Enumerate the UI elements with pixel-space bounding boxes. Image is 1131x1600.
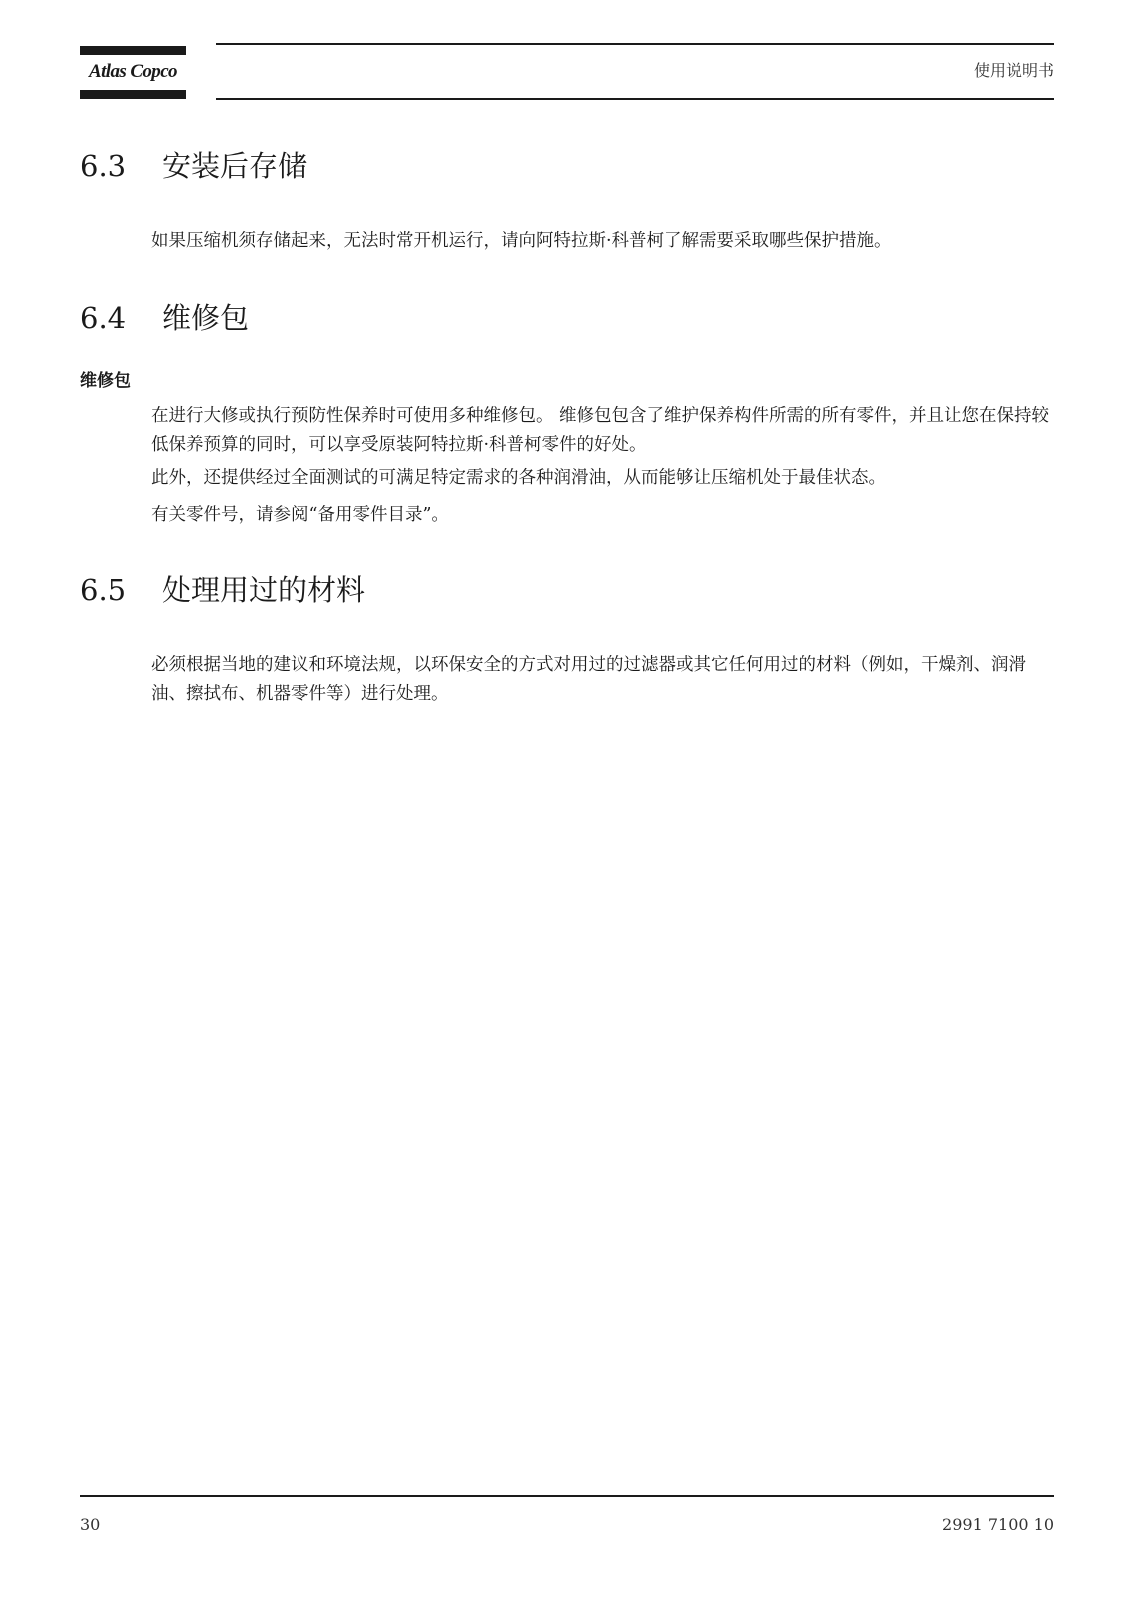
logo-top-bar <box>80 46 186 55</box>
section-heading-6-4 <box>80 300 249 336</box>
section-heading-6-3 <box>80 148 307 184</box>
document-type-label: 使用说明书 <box>973 61 1054 80</box>
logo-wordmark: Atlas Copco <box>89 61 177 82</box>
footer-rule <box>80 1495 1054 1497</box>
section-title: 处理用过的材料 <box>162 573 366 607</box>
section-heading-6-5 <box>80 572 365 608</box>
document-number: 2991 7100 10 <box>942 1515 1054 1534</box>
atlas-copco-logo <box>80 46 186 99</box>
section-6-4-paragraph-3: 有关零件号，请参阅“备用零件目录”。 <box>151 505 449 525</box>
section-number: 6.5 <box>80 573 127 607</box>
section-6-4-paragraph-1: 在进行大修或执行预防性保养时可使用多种维修包。 维修包包含了维护保养构件所需的所有零件，并且让您在保持较低保养预算的同时，可以享受原装阿特拉斯·科普柯零件的好处。 <box>151 406 1050 455</box>
header-rule-bottom <box>216 98 1054 100</box>
page-number: 30 <box>80 1515 101 1534</box>
header-rule-top <box>216 43 1054 45</box>
section-title: 安装后存储 <box>162 149 308 183</box>
section-6-5-paragraph-1: 必须根据当地的建议和环境法规，以环保安全的方式对用过的过滤器或其它任何用过的材料（例如，干燥剂、润滑油、擦拭布、机器零件等）进行处理。 <box>151 655 1026 704</box>
section-number: 6.3 <box>80 149 127 183</box>
section-6-4-paragraph-2: 此外，还提供经过全面测试的可满足特定需求的各种润滑油，从而能够让压缩机处于最佳状态。 <box>151 468 886 488</box>
section-number: 6.4 <box>80 301 127 335</box>
sub-heading-service-kits: 维修包 <box>80 371 131 391</box>
section-title: 维修包 <box>162 301 250 335</box>
logo-bottom-bar <box>80 90 186 99</box>
section-6-3-paragraph-1: 如果压缩机须存储起来，无法时常开机运行，请向阿特拉斯·科普柯了解需要采取哪些保护措施。 <box>151 231 892 251</box>
